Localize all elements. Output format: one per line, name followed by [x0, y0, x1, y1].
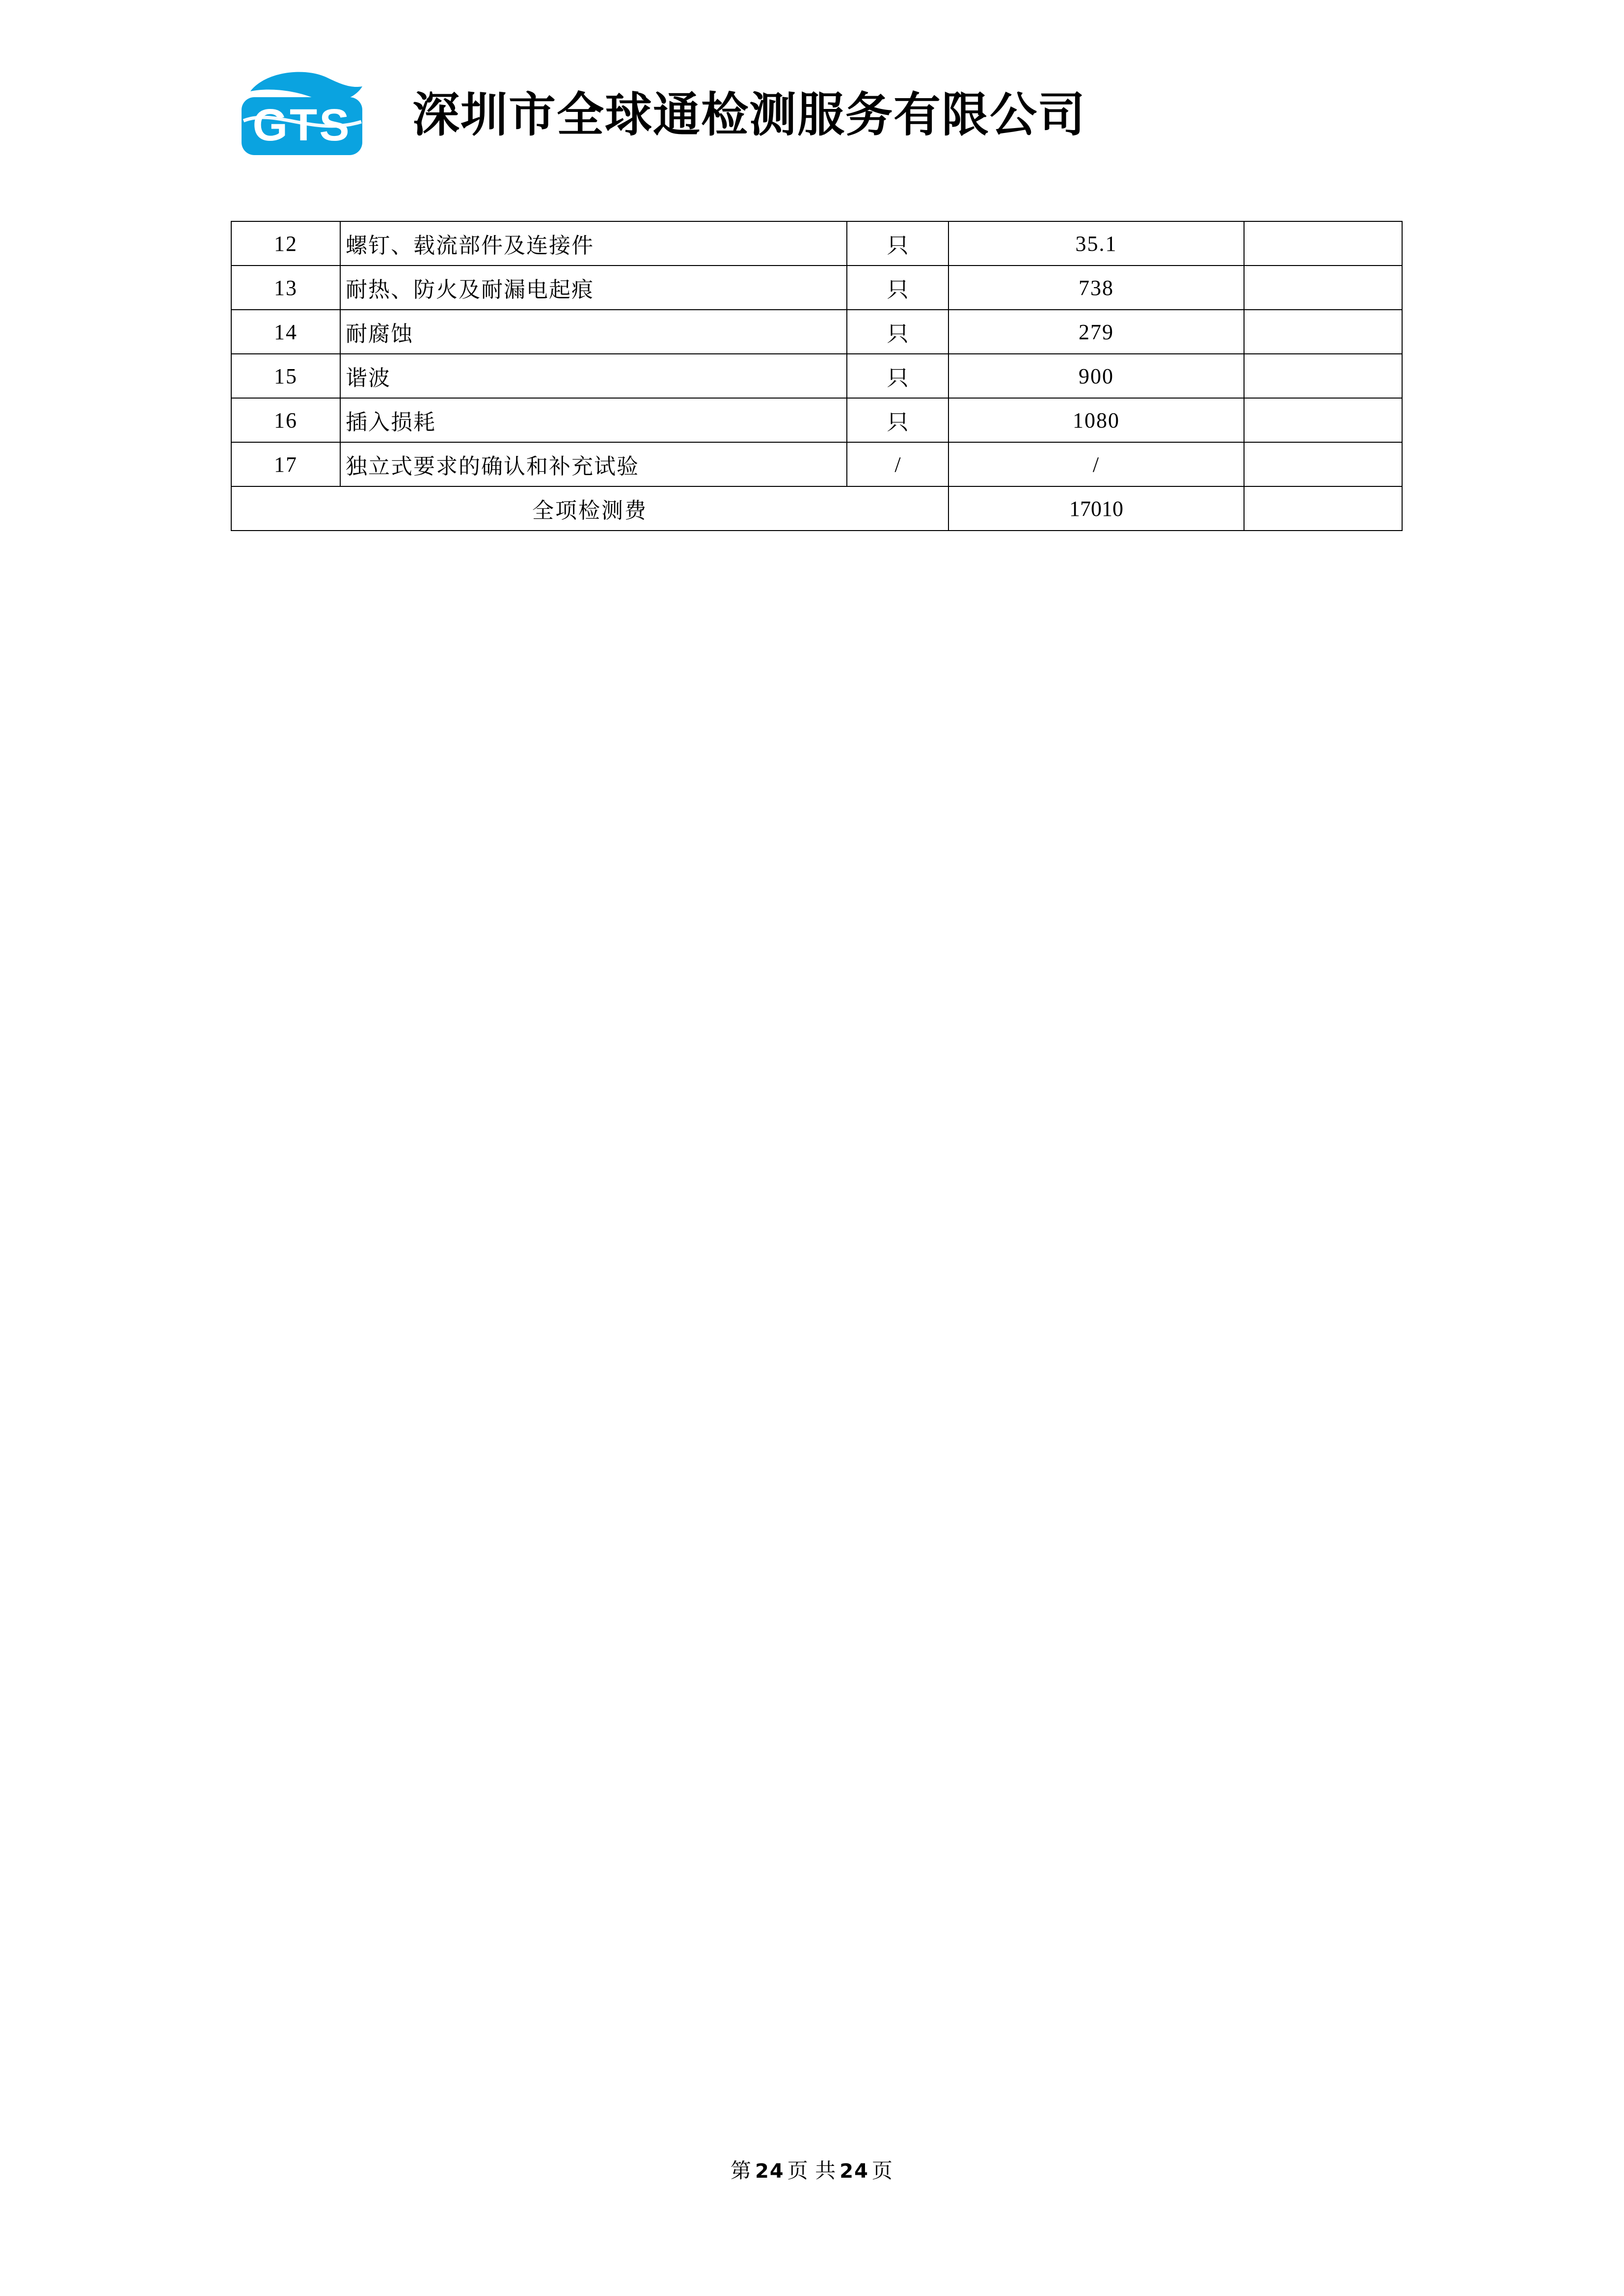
footer-middle: 页 共 [787, 2160, 837, 2183]
total-note [1244, 486, 1402, 531]
row-no: 13 [231, 266, 340, 310]
total-label: 全项检测费 [231, 486, 948, 531]
row-item: 独立式要求的确认和补充试验 [340, 442, 847, 486]
row-unit: 只 [847, 354, 948, 398]
row-item: 耐热、防火及耐漏电起痕 [340, 266, 847, 310]
fee-table-body [231, 221, 1402, 531]
row-note [1244, 310, 1402, 354]
row-item: 谐波 [340, 354, 847, 398]
row-unit: 只 [847, 266, 948, 310]
fee-table [231, 221, 1403, 531]
row-no: 16 [231, 398, 340, 442]
document-header [231, 59, 1409, 172]
row-no: 15 [231, 354, 340, 398]
total-value: 17010 [948, 486, 1244, 531]
footer-total-pages: 24 [839, 2160, 869, 2183]
table-row [231, 442, 1402, 486]
row-unit: / [847, 442, 948, 486]
row-price: 35.1 [948, 221, 1244, 266]
page-footer [0, 2155, 1624, 2184]
row-item: 耐腐蚀 [340, 310, 847, 354]
row-item: 螺钉、载流部件及连接件 [340, 221, 847, 266]
row-no: 17 [231, 442, 340, 486]
row-price: 279 [948, 310, 1244, 354]
row-price: / [948, 442, 1244, 486]
footer-suffix: 页 [871, 2160, 893, 2183]
table-row [231, 398, 1402, 442]
svg-text:GTS: GTS [252, 100, 352, 150]
row-note [1244, 221, 1402, 266]
gts-logo-icon [231, 63, 378, 168]
row-price: 1080 [948, 398, 1244, 442]
footer-prefix: 第 [731, 2160, 753, 2183]
row-no: 12 [231, 221, 340, 266]
table-row [231, 354, 1402, 398]
row-unit: 只 [847, 398, 948, 442]
row-price: 900 [948, 354, 1244, 398]
row-note [1244, 398, 1402, 442]
company-name: 深圳市全球通检测服务有限公司 [412, 89, 1086, 142]
row-price: 738 [948, 266, 1244, 310]
row-unit: 只 [847, 310, 948, 354]
row-no: 14 [231, 310, 340, 354]
table-total-row [231, 486, 1402, 531]
row-item: 插入损耗 [340, 398, 847, 442]
row-note [1244, 266, 1402, 310]
table-row [231, 266, 1402, 310]
table-row [231, 310, 1402, 354]
row-note [1244, 442, 1402, 486]
footer-current-page: 24 [755, 2160, 785, 2183]
row-unit: 只 [847, 221, 948, 266]
table-row [231, 221, 1402, 266]
row-note [1244, 354, 1402, 398]
